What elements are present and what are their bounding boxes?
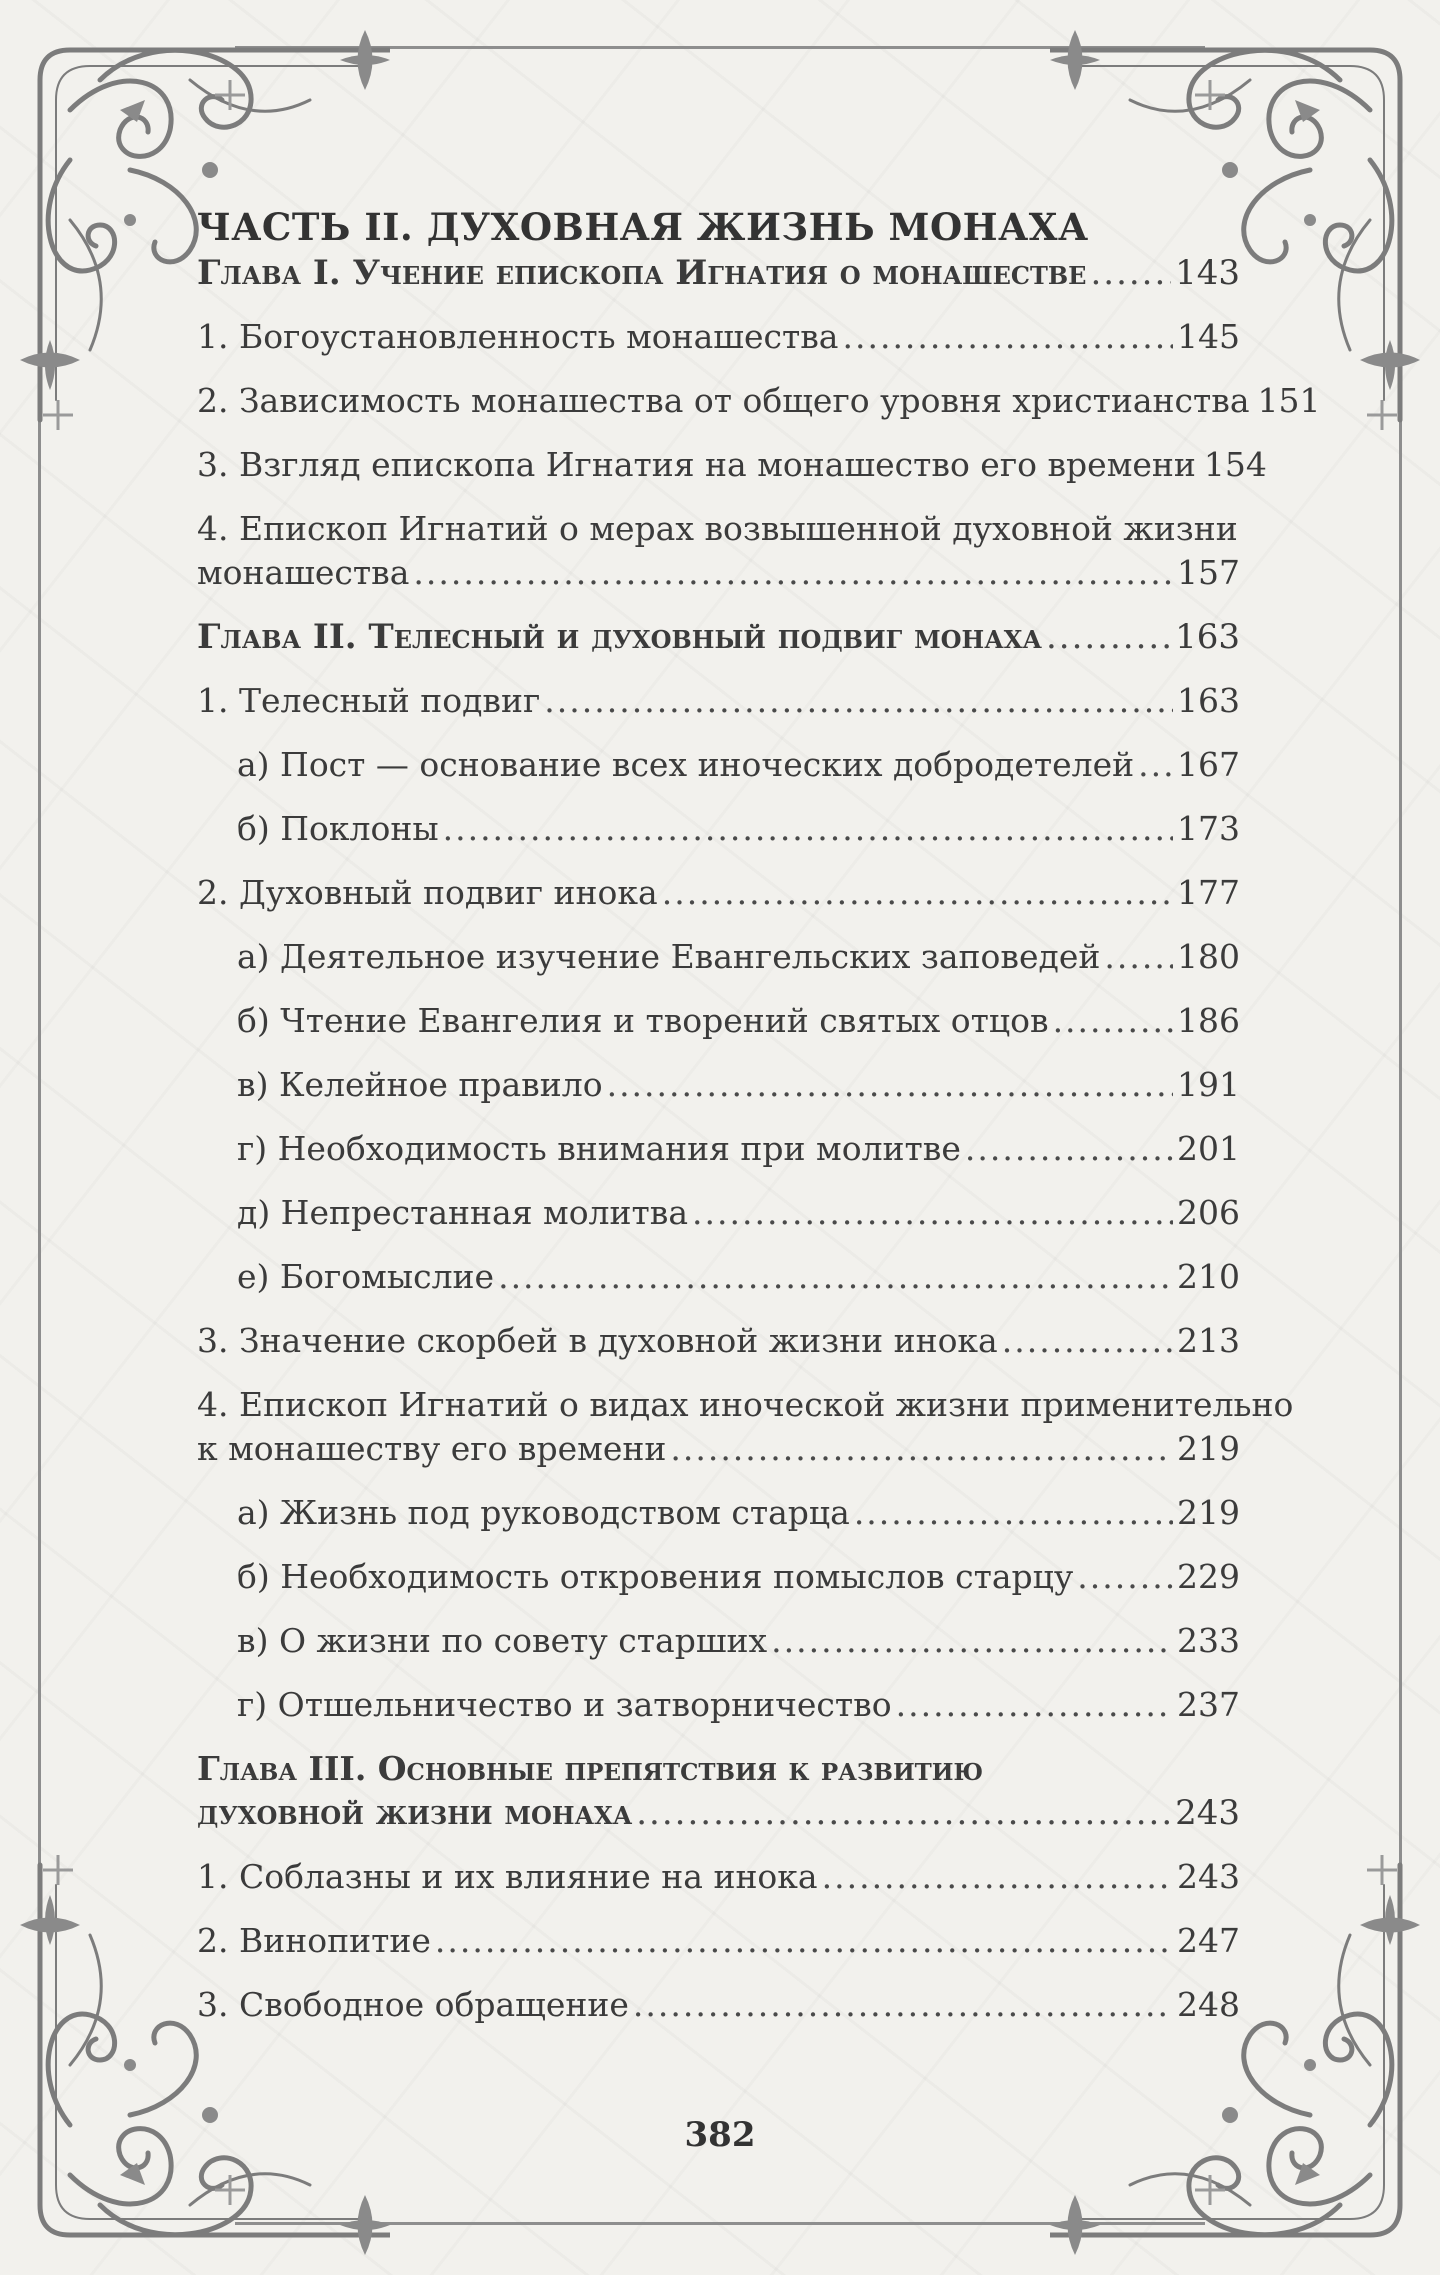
toc-entry-title: к монашеству его времени xyxy=(197,1429,667,1468)
toc-entry-page: 233 xyxy=(1177,1621,1240,1660)
toc-entry[interactable] xyxy=(197,1619,1240,1663)
toc-entry[interactable] xyxy=(197,743,1240,787)
leader-dots xyxy=(1077,1555,1173,1599)
leader-dots xyxy=(1002,1319,1173,1363)
leader-dots xyxy=(498,1255,1173,1299)
toc-entry[interactable] xyxy=(197,1983,1240,2027)
toc-entry-page: 210 xyxy=(1177,1257,1240,1296)
page-number: 382 xyxy=(684,2115,756,2155)
toc-entry-page: 243 xyxy=(1177,1857,1240,1896)
leader-dots xyxy=(670,1427,1173,1471)
toc-entry-title: 3. Взгляд епископа Игнатия на монашество его времени xyxy=(197,445,1196,484)
toc-entry-title: Глава II. Телесный и духовный подвиг монаха xyxy=(197,617,1042,657)
toc-entry-page: 145 xyxy=(1177,317,1240,356)
leader-dots xyxy=(443,807,1173,851)
toc-entry[interactable] xyxy=(197,379,1321,423)
toc-entry[interactable] xyxy=(197,251,1240,295)
toc-entry-page: 237 xyxy=(1177,1685,1240,1724)
toc-entry-title: 3. Значение скорбей в духовной жизни инока xyxy=(197,1321,998,1360)
toc-entry-title: 3. Свободное обращение xyxy=(197,1985,629,2024)
toc-entry-title: а) Жизнь под руководством старца xyxy=(237,1493,850,1532)
toc-entry-title: г) Необходимость внимания при молитве xyxy=(237,1129,961,1168)
toc-entry[interactable] xyxy=(197,1491,1240,1535)
toc-entry[interactable] xyxy=(197,1255,1240,1299)
toc-entry-page: 157 xyxy=(1177,553,1240,592)
frame-line-left xyxy=(38,360,41,1875)
leader-dots xyxy=(854,1491,1173,1535)
leader-dots xyxy=(1046,615,1171,659)
toc-entry[interactable] xyxy=(197,1683,1240,1727)
leader-dots xyxy=(636,1791,1171,1835)
toc-entry-title: а) Пост — основание всех иноческих добродетелей xyxy=(237,745,1135,784)
toc-entry[interactable] xyxy=(197,1383,1294,1471)
leader-dots xyxy=(1104,935,1173,979)
toc-entry[interactable] xyxy=(197,871,1240,915)
leader-dots xyxy=(965,1127,1173,1171)
leader-dots xyxy=(822,1855,1173,1899)
toc-entry-page: 167 xyxy=(1177,745,1240,784)
leader-dots xyxy=(896,1683,1173,1727)
toc-entry[interactable] xyxy=(197,1191,1240,1235)
toc-entry[interactable] xyxy=(197,1555,1240,1599)
leader-dots xyxy=(842,315,1173,359)
table-of-contents xyxy=(197,205,1321,2027)
toc-entry-page: 186 xyxy=(1177,1001,1240,1040)
toc-entry-page: 219 xyxy=(1177,1493,1240,1532)
part-title: ЧАСТЬ II. ДУХОВНАЯ ЖИЗНЬ МОНАХА xyxy=(197,205,1089,249)
toc-entry[interactable] xyxy=(197,999,1240,1043)
toc-entry-page: 177 xyxy=(1177,873,1240,912)
toc-entry-title: б) Чтение Евангелия и творений святых отцов xyxy=(237,1001,1049,1040)
toc-entry[interactable] xyxy=(197,1319,1240,1363)
toc-entry-title: 2. Зависимость монашества от общего уровня христианства xyxy=(197,381,1250,420)
toc-entry-page: 151 xyxy=(1257,381,1321,420)
toc-entry-page: 219 xyxy=(1177,1429,1240,1468)
leader-dots xyxy=(413,551,1173,595)
toc-entry[interactable] xyxy=(197,315,1240,359)
toc-entry-page: 163 xyxy=(1177,681,1240,720)
toc-entry-title: 2. Винопитие xyxy=(197,1921,431,1960)
toc-entry-page: 243 xyxy=(1175,1793,1240,1833)
toc-entry-title-line1: Глава III. Основные препятствия к развитию xyxy=(197,1749,984,1788)
toc-entry-title: в) Келейное правило xyxy=(237,1065,603,1104)
toc-entry-page: 163 xyxy=(1175,617,1240,657)
toc-entry-page: 248 xyxy=(1177,1985,1240,2024)
toc-entry-page: 191 xyxy=(1177,1065,1240,1104)
toc-entry-page: 213 xyxy=(1177,1321,1240,1360)
toc-entry-page: 201 xyxy=(1177,1129,1240,1168)
toc-entry-title: 1. Соблазны и их влияние на инока xyxy=(197,1857,818,1896)
toc-entry[interactable] xyxy=(197,615,1240,659)
toc-entry[interactable] xyxy=(197,1855,1240,1899)
leader-dots xyxy=(633,1983,1173,2027)
toc-entry-title: е) Богомыслие xyxy=(237,1257,495,1296)
toc-entry-page: 206 xyxy=(1177,1193,1240,1232)
toc-entry[interactable] xyxy=(197,443,1267,487)
toc-entry-page: 229 xyxy=(1177,1557,1240,1596)
toc-entry[interactable] xyxy=(197,1747,1240,1835)
leader-dots xyxy=(1138,743,1173,787)
toc-entry[interactable] xyxy=(197,1919,1240,1963)
leader-dots xyxy=(692,1191,1173,1235)
toc-entry-title-line1: 4. Епископ Игнатий о видах иноческой жизни применительно xyxy=(197,1385,1294,1424)
leader-dots xyxy=(1090,251,1171,295)
toc-entry-title: 1. Богоустановленность монашества xyxy=(197,317,839,356)
toc-entry-title: а) Деятельное изучение Евангельских заповедей xyxy=(237,937,1101,976)
toc-entry-page: 180 xyxy=(1177,937,1240,976)
toc-entry-title: г) Отшельничество и затворничество xyxy=(237,1685,892,1724)
toc-entry-title: Глава I. Учение епископа Игнатия о монашестве xyxy=(197,253,1087,293)
toc-entry[interactable] xyxy=(197,507,1240,595)
toc-entry-title: 2. Духовный подвиг инока xyxy=(197,873,658,912)
toc-entry-page: 173 xyxy=(1177,809,1240,848)
toc-entry[interactable] xyxy=(197,1127,1240,1171)
toc-entry-title: б) Поклоны xyxy=(237,809,439,848)
toc-entry-title: в) О жизни по совету старших xyxy=(237,1621,768,1660)
toc-entry-page: 247 xyxy=(1177,1921,1240,1960)
toc-entry-title: д) Непрестанная молитва xyxy=(237,1193,689,1232)
toc-entry[interactable] xyxy=(197,807,1240,851)
toc-entry[interactable] xyxy=(197,1063,1240,1107)
toc-entry-page: 143 xyxy=(1175,253,1240,293)
toc-entry-title: духовной жизни монаха xyxy=(197,1793,633,1833)
leader-dots xyxy=(771,1619,1173,1663)
toc-entry-title: б) Необходимость откровения помыслов старцу xyxy=(237,1557,1074,1596)
leader-dots xyxy=(607,1063,1173,1107)
toc-entry-page: 154 xyxy=(1203,445,1267,484)
toc-entry[interactable] xyxy=(197,935,1240,979)
leader-dots xyxy=(544,679,1173,723)
toc-entry-title: 1. Телесный подвиг xyxy=(197,681,541,720)
leader-dots xyxy=(435,1919,1173,1963)
toc-entry[interactable] xyxy=(197,679,1240,723)
toc-entry-title-line1: 4. Епископ Игнатий о мерах возвышенной духовной жизни xyxy=(197,509,1238,548)
frame-line-right xyxy=(1399,360,1402,1875)
toc-entry-title: монашества xyxy=(197,553,410,592)
leader-dots xyxy=(1053,999,1173,1043)
leader-dots xyxy=(662,871,1173,915)
